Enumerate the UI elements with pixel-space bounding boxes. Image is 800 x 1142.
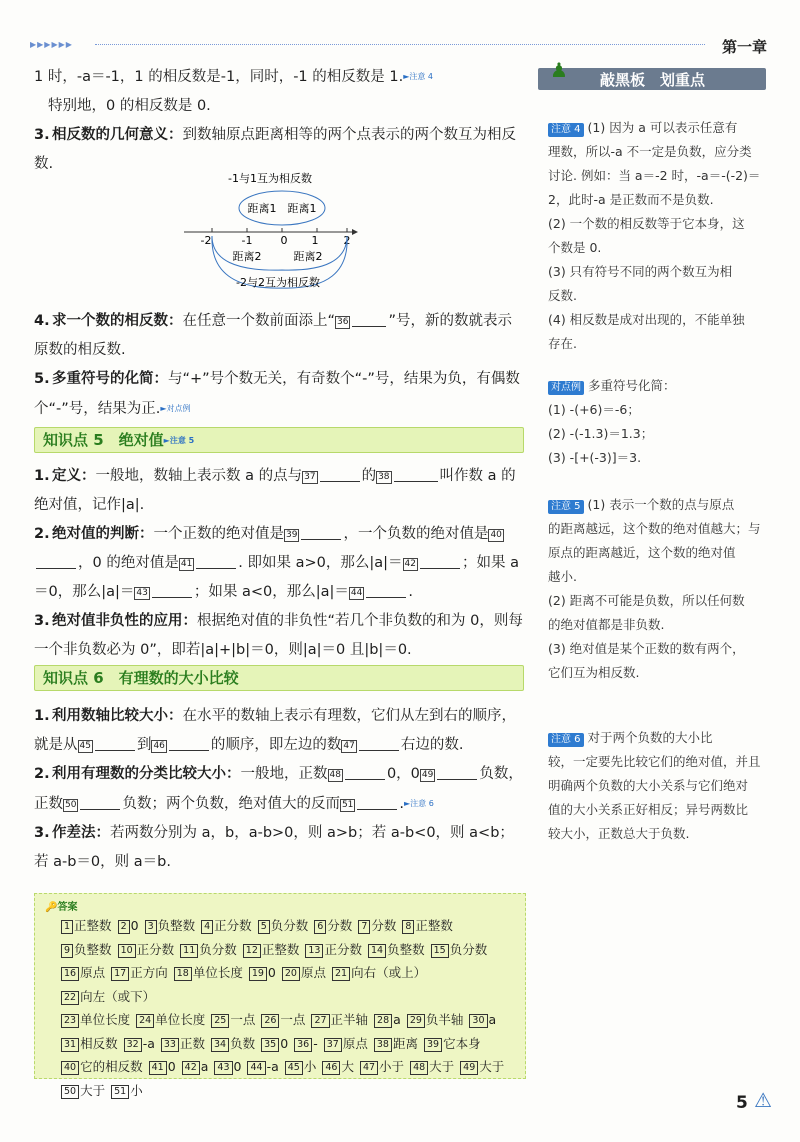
answer-item	[111, 961, 168, 985]
compare-classification: 2. 利用有理数的分类比较大小：一般地，正数 48 0，0 49 负数，正数 50 负数；两个负数，绝对值大的反而 51 .►注意 6	[34, 760, 524, 819]
answer-text: 一点	[230, 1012, 256, 1027]
answer-text: 小	[303, 1059, 317, 1074]
note-line: 原点的距离越近，这个数的绝对值	[548, 545, 736, 560]
note-line: 注意 5 (1) 表示一个数的点与原点	[548, 493, 770, 517]
answers-row	[61, 914, 531, 938]
answer-number: 1	[61, 920, 73, 934]
answer-text: 相反数	[80, 1035, 118, 1051]
answer-text: 大于	[479, 1059, 505, 1074]
note-line: (3) 绝对值是某个正数的数有两个，	[548, 641, 745, 656]
answer-item	[368, 938, 425, 962]
answer-number: 48	[410, 1061, 428, 1075]
tick-label: -1	[241, 234, 253, 247]
answer-text: 分数	[371, 918, 397, 933]
answer-number: 19	[249, 967, 267, 981]
sidebar-note-4	[548, 116, 770, 356]
answer-item	[61, 961, 105, 985]
answer-item	[118, 914, 139, 938]
answers-row	[61, 1079, 531, 1103]
answer-text: 负数	[230, 1035, 256, 1051]
answer-number: 47	[360, 1061, 378, 1075]
tick-label: 2	[343, 234, 351, 247]
answers-box	[34, 893, 526, 1098]
note-line: 个数是 0.	[548, 240, 602, 255]
answer-number: 21	[332, 967, 350, 981]
answer-text: 0	[233, 1059, 242, 1074]
intro-line-1: 1 时，-a＝-1，1 的相反数是-1，同时，-1 的相反数是 1.►注意 4	[34, 69, 434, 85]
knowledge-point-5-header: 知识点 5 绝对值►注意 5	[34, 427, 524, 453]
answer-number: 26	[261, 1014, 279, 1028]
compass-icon: ⚠	[754, 1088, 772, 1112]
tick-label: 1	[311, 234, 319, 247]
abs-judgement: 2. 绝对值的判断：一个正数的绝对值是 39 ，一个负数的绝对值是 40，0 的绝对值是 41 . 即如果 a>0，那么|a|＝ 42 ；如果 a＝0，那么|a|＝ 43 ；如果 a<0，那么|a|＝ 44 .	[34, 520, 524, 607]
para-multi-sign: 5. 多重符号的化简：与“+”号个数无关，有奇数个“-”号，结果为负，有偶数个“-”号，结果为正.►对点例	[34, 371, 520, 417]
answers-label: 🔑答案	[45, 902, 78, 913]
answer-item	[460, 1055, 504, 1079]
chapter-title: 第一章	[722, 38, 768, 56]
note-ref: ►注意 4	[403, 72, 434, 81]
top-label: -1与1互为相反数	[228, 172, 312, 185]
answer-item	[124, 1032, 155, 1056]
answer-item	[61, 985, 155, 1009]
answer-number: 49	[460, 1061, 478, 1075]
answer-number: 17	[111, 967, 129, 981]
answer-item	[332, 961, 426, 985]
answer-item	[322, 1055, 354, 1079]
answer-text: 原点	[80, 965, 106, 980]
answer-item	[149, 1055, 176, 1079]
answer-text: 大	[341, 1059, 354, 1074]
answer-text: 它本身	[443, 1035, 481, 1051]
answer-item	[61, 938, 112, 962]
answer-number: 37	[324, 1038, 342, 1052]
compare-number-line: 1. 利用数轴比较大小：在水平的数轴上表示有理数，它们从左到右的顺序，就是从 45 到 46 的顺序，即左边的数 47 右边的数.	[34, 708, 516, 753]
note-line: 存在.	[548, 336, 577, 351]
tick-label: 0	[280, 234, 288, 247]
abs-definition: 1. 定义：一般地，数轴上表示数 a 的点与 37 的 38 叫作数 a 的绝对值，记作|a|.	[34, 462, 524, 520]
answer-item	[410, 1055, 454, 1079]
answer-text: 正半轴	[330, 1012, 369, 1027]
answer-number: 46	[322, 1061, 340, 1075]
bottom-label: -2与2互为相反数	[236, 276, 320, 289]
note-line: 反数.	[548, 288, 577, 303]
answer-text: 0	[130, 918, 139, 933]
answer-number: 27	[311, 1014, 329, 1028]
note-line: 的绝对值都是非负数.	[548, 617, 665, 632]
answer-item	[180, 938, 237, 962]
tick-marks	[212, 228, 347, 232]
banner-figure-icon: ♟	[550, 58, 568, 82]
answer-text: 负分数	[449, 941, 488, 957]
answer-number: 4	[201, 920, 213, 934]
answer-text: -a	[142, 1035, 155, 1051]
main-column	[34, 62, 524, 179]
note-line: 2，此时-a 是正数而不是负数.	[548, 192, 714, 207]
answer-item	[211, 1008, 255, 1032]
answer-text: 距离	[392, 1035, 418, 1051]
answer-number: 30	[469, 1014, 487, 1028]
answer-number: 33	[161, 1038, 179, 1052]
note-line: 注意 6 对于两个负数的大小比	[548, 726, 770, 750]
answer-number: 40	[61, 1061, 79, 1075]
answer-text: 小	[130, 1082, 143, 1098]
sidebar-note-6	[548, 726, 770, 846]
answer-item	[243, 938, 300, 962]
answer-number: 7	[358, 920, 370, 934]
answer-text: 负整数	[157, 918, 196, 933]
answer-item	[136, 1008, 205, 1032]
answer-item	[282, 961, 326, 985]
answers-row	[61, 1008, 531, 1032]
answer-number: 11	[180, 944, 198, 958]
answer-number: 2	[118, 920, 130, 934]
sidebar-note-5	[548, 493, 770, 685]
note-line: (3) -[+(-3)]＝3.	[548, 450, 642, 465]
note-line: 明确两个负数的大小关系与它们绝对	[548, 778, 749, 793]
answer-number: 15	[431, 944, 449, 958]
note-line: (2) 一个数的相反数等于它本身，这	[548, 216, 745, 231]
answer-text: 正分数	[136, 941, 175, 957]
note-line: (3) 只有符号不同的两个数互为相	[548, 264, 733, 279]
answer-item	[61, 1032, 118, 1056]
answer-text: 正整数	[415, 918, 453, 933]
answer-item	[161, 1032, 205, 1056]
answer-text: 0	[267, 965, 276, 980]
answer-text: 单位长度	[155, 1012, 206, 1027]
answer-text: 单位长度	[192, 965, 243, 980]
note-line: (1) -(+6)＝-6；	[548, 402, 640, 417]
answer-item	[402, 914, 453, 938]
note-line: 理数，所以-a 不一定是负数，应分类	[548, 144, 752, 159]
answer-number: 8	[402, 920, 414, 934]
answer-number: 28	[374, 1014, 392, 1028]
note-line: 它们互为相反数.	[548, 665, 640, 680]
note-line: 越小.	[548, 569, 577, 584]
answer-text: 单位长度	[80, 1012, 131, 1027]
answer-text: 大于	[80, 1082, 106, 1098]
header-rule	[95, 44, 705, 45]
answer-number: 13	[305, 944, 323, 958]
answer-item	[247, 1055, 278, 1079]
answer-item	[311, 1008, 368, 1032]
para-find-opposite: 4. 求一个数的相反数：在任意一个数前面添上“ 36 ”号，新的数就表示原数的相反数.	[34, 307, 524, 365]
answer-number: 18	[174, 967, 192, 981]
answer-text: a	[200, 1059, 209, 1074]
abs-section	[34, 462, 524, 665]
answer-number: 12	[243, 944, 261, 958]
answer-item	[374, 1008, 401, 1032]
answer-item	[358, 914, 396, 938]
answer-number: 14	[368, 944, 386, 958]
answer-text: 正方向	[130, 965, 168, 980]
number-line-diagram	[180, 170, 360, 295]
answer-item	[261, 1032, 288, 1056]
answer-text: 负整数	[74, 941, 112, 957]
answer-item	[61, 914, 112, 938]
answer-text: a	[488, 1012, 497, 1027]
dist2-right: 距离2	[293, 250, 323, 263]
note-line: 较大小，正数总大于负数.	[548, 826, 690, 841]
answer-item	[61, 1008, 130, 1032]
note-line: 较，一定要先比较它们的绝对值，并且	[548, 754, 761, 769]
sidebar-banner: ♟ 敲黑板 划重点	[538, 68, 766, 90]
answer-item	[294, 1032, 318, 1056]
answer-text: 负分数	[199, 941, 237, 957]
page-number: 5	[736, 1093, 748, 1113]
answers-grid	[47, 914, 531, 1102]
dist2-left: 距离2	[232, 250, 262, 263]
blank	[352, 310, 386, 327]
answer-number: 51	[111, 1085, 129, 1099]
answer-number: 9	[61, 944, 73, 958]
answer-text: 正数	[179, 1035, 205, 1051]
answer-item	[285, 1055, 317, 1079]
answer-text: a	[393, 1012, 401, 1027]
answer-text: 正整数	[261, 941, 300, 957]
answer-number: 42	[182, 1061, 200, 1075]
answer-item	[305, 938, 362, 962]
answer-text: 负整数	[387, 941, 425, 957]
note-line: 值的大小关系正好相反；异号两数比	[548, 802, 749, 817]
answer-number: 32	[124, 1038, 142, 1052]
answer-item	[182, 1055, 209, 1079]
answer-item	[145, 914, 196, 938]
answer-text: 0	[280, 1035, 289, 1051]
answer-number: 45	[285, 1061, 303, 1075]
answer-text: 向右（或上）	[351, 965, 427, 980]
answer-item	[261, 1008, 305, 1032]
answer-item	[469, 1008, 496, 1032]
answer-item	[214, 1055, 241, 1079]
answer-number: 10	[118, 944, 136, 958]
answer-item	[324, 1032, 368, 1056]
answer-text: 正整数	[74, 918, 112, 933]
answers-row	[61, 1055, 531, 1079]
key-icon: 🔑	[45, 902, 58, 913]
answer-text: 原点	[300, 965, 326, 980]
note-tag: 注意 6	[548, 733, 584, 747]
answer-item	[360, 1055, 404, 1079]
answer-number: 41	[149, 1061, 167, 1075]
answer-text: 原点	[342, 1035, 368, 1051]
dist1-left: 距离1	[247, 202, 277, 215]
answer-item	[111, 1079, 143, 1103]
answer-number: 3	[145, 920, 157, 934]
answer-number: 5	[258, 920, 270, 934]
answer-number: 22	[61, 991, 79, 1005]
note-line: 注意 4 (1) 因为 a 可以表示任意有	[548, 116, 770, 140]
note-line: (2) -(-1.3)＝1.3；	[548, 426, 654, 441]
answer-number: 50	[61, 1085, 79, 1099]
answer-text: -	[313, 1035, 318, 1051]
answers-row	[61, 1032, 531, 1056]
main-column-2	[34, 307, 524, 424]
note-tag: 注意 5	[548, 500, 584, 514]
answer-number: 38	[374, 1038, 392, 1052]
answer-number: 44	[247, 1061, 265, 1075]
knowledge-point-6-header: 知识点 6 有理数的大小比较	[34, 665, 524, 691]
answer-number: 35	[261, 1038, 279, 1052]
para-geometric-meaning: 3. 相反数的几何意义：到数轴原点距离相等的两个点表示的两个数互为相反数.	[34, 127, 516, 172]
note-tag: 注意 4	[548, 123, 584, 137]
header-arrows: ▶▶▶▶▶▶	[30, 40, 73, 49]
compare-difference: 3. 作差法：若两数分别为 a，b，a-b>0，则 a>b；若 a-b<0，则 a<b；若 a-b＝0，则 a＝b.	[34, 825, 514, 870]
answer-number: 36	[294, 1038, 312, 1052]
answer-number: 39	[424, 1038, 442, 1052]
answer-item	[118, 938, 175, 962]
answer-text: 一点	[280, 1012, 306, 1027]
answer-number: 24	[136, 1014, 154, 1028]
compare-section	[34, 702, 524, 877]
answer-text: 向左（或下）	[80, 988, 156, 1004]
answer-text: 0	[167, 1059, 176, 1074]
answer-item	[431, 938, 488, 962]
intro-line-2: 特别地，0 的相反数是 0.	[48, 98, 211, 114]
answer-number: 23	[61, 1014, 79, 1028]
answer-item	[174, 961, 243, 985]
answer-item	[211, 1032, 255, 1056]
answer-item	[374, 1032, 418, 1056]
answer-number: 6	[314, 920, 326, 934]
answer-text: 正分数	[324, 941, 362, 957]
note-line: (4) 相反数是成对出现的，不能单独	[548, 312, 745, 327]
answer-number: 34	[211, 1038, 229, 1052]
answer-item	[201, 914, 252, 938]
dist1-right: 距离1	[287, 202, 317, 215]
answer-number: 25	[211, 1014, 229, 1028]
answer-item	[249, 961, 276, 985]
answer-text: 它的相反数	[80, 1059, 143, 1074]
answer-number: 43	[214, 1061, 232, 1075]
answer-text: 负分数	[270, 918, 309, 933]
sidebar-example: 对点例 多重符号化简： (1) -(+6)＝-6； (2) -(-1.3)＝1.3； (3) -[+(-3)]＝3.	[548, 374, 770, 470]
answer-text: -a	[266, 1059, 279, 1074]
answer-text: 大于	[429, 1059, 455, 1074]
note-line: 讨论. 例如：当 a＝-2 时，-a＝-(-2)＝	[548, 168, 761, 183]
answer-item	[258, 914, 309, 938]
answer-number: 29	[407, 1014, 425, 1028]
answer-item	[61, 1055, 143, 1079]
answers-row	[61, 938, 531, 962]
answer-item	[424, 1032, 481, 1056]
answers-row	[61, 961, 531, 1008]
answer-item	[314, 914, 352, 938]
answer-item	[407, 1008, 464, 1032]
note-line: (2) 距离不可能是负数，所以任何数	[548, 593, 745, 608]
answer-number: 16	[61, 967, 79, 981]
answer-text: 小于	[379, 1059, 405, 1074]
answer-number: 20	[282, 967, 300, 981]
answer-text: 负半轴	[425, 1012, 464, 1027]
abs-nonnegative: 3. 绝对值非负性的应用：根据绝对值的非负性“若几个非负数的和为 0，则每一个非负数必为 0”，即若|a|+|b|＝0，则|a|＝0 且|b|＝0.	[34, 613, 523, 658]
tick-label: -2	[200, 234, 212, 247]
answer-text: 分数	[327, 918, 353, 933]
answer-item	[61, 1079, 105, 1103]
answer-text: 正分数	[214, 918, 252, 933]
note-line: 的距离越远，这个数的绝对值越大；与	[548, 521, 761, 536]
answer-number: 31	[61, 1038, 79, 1052]
